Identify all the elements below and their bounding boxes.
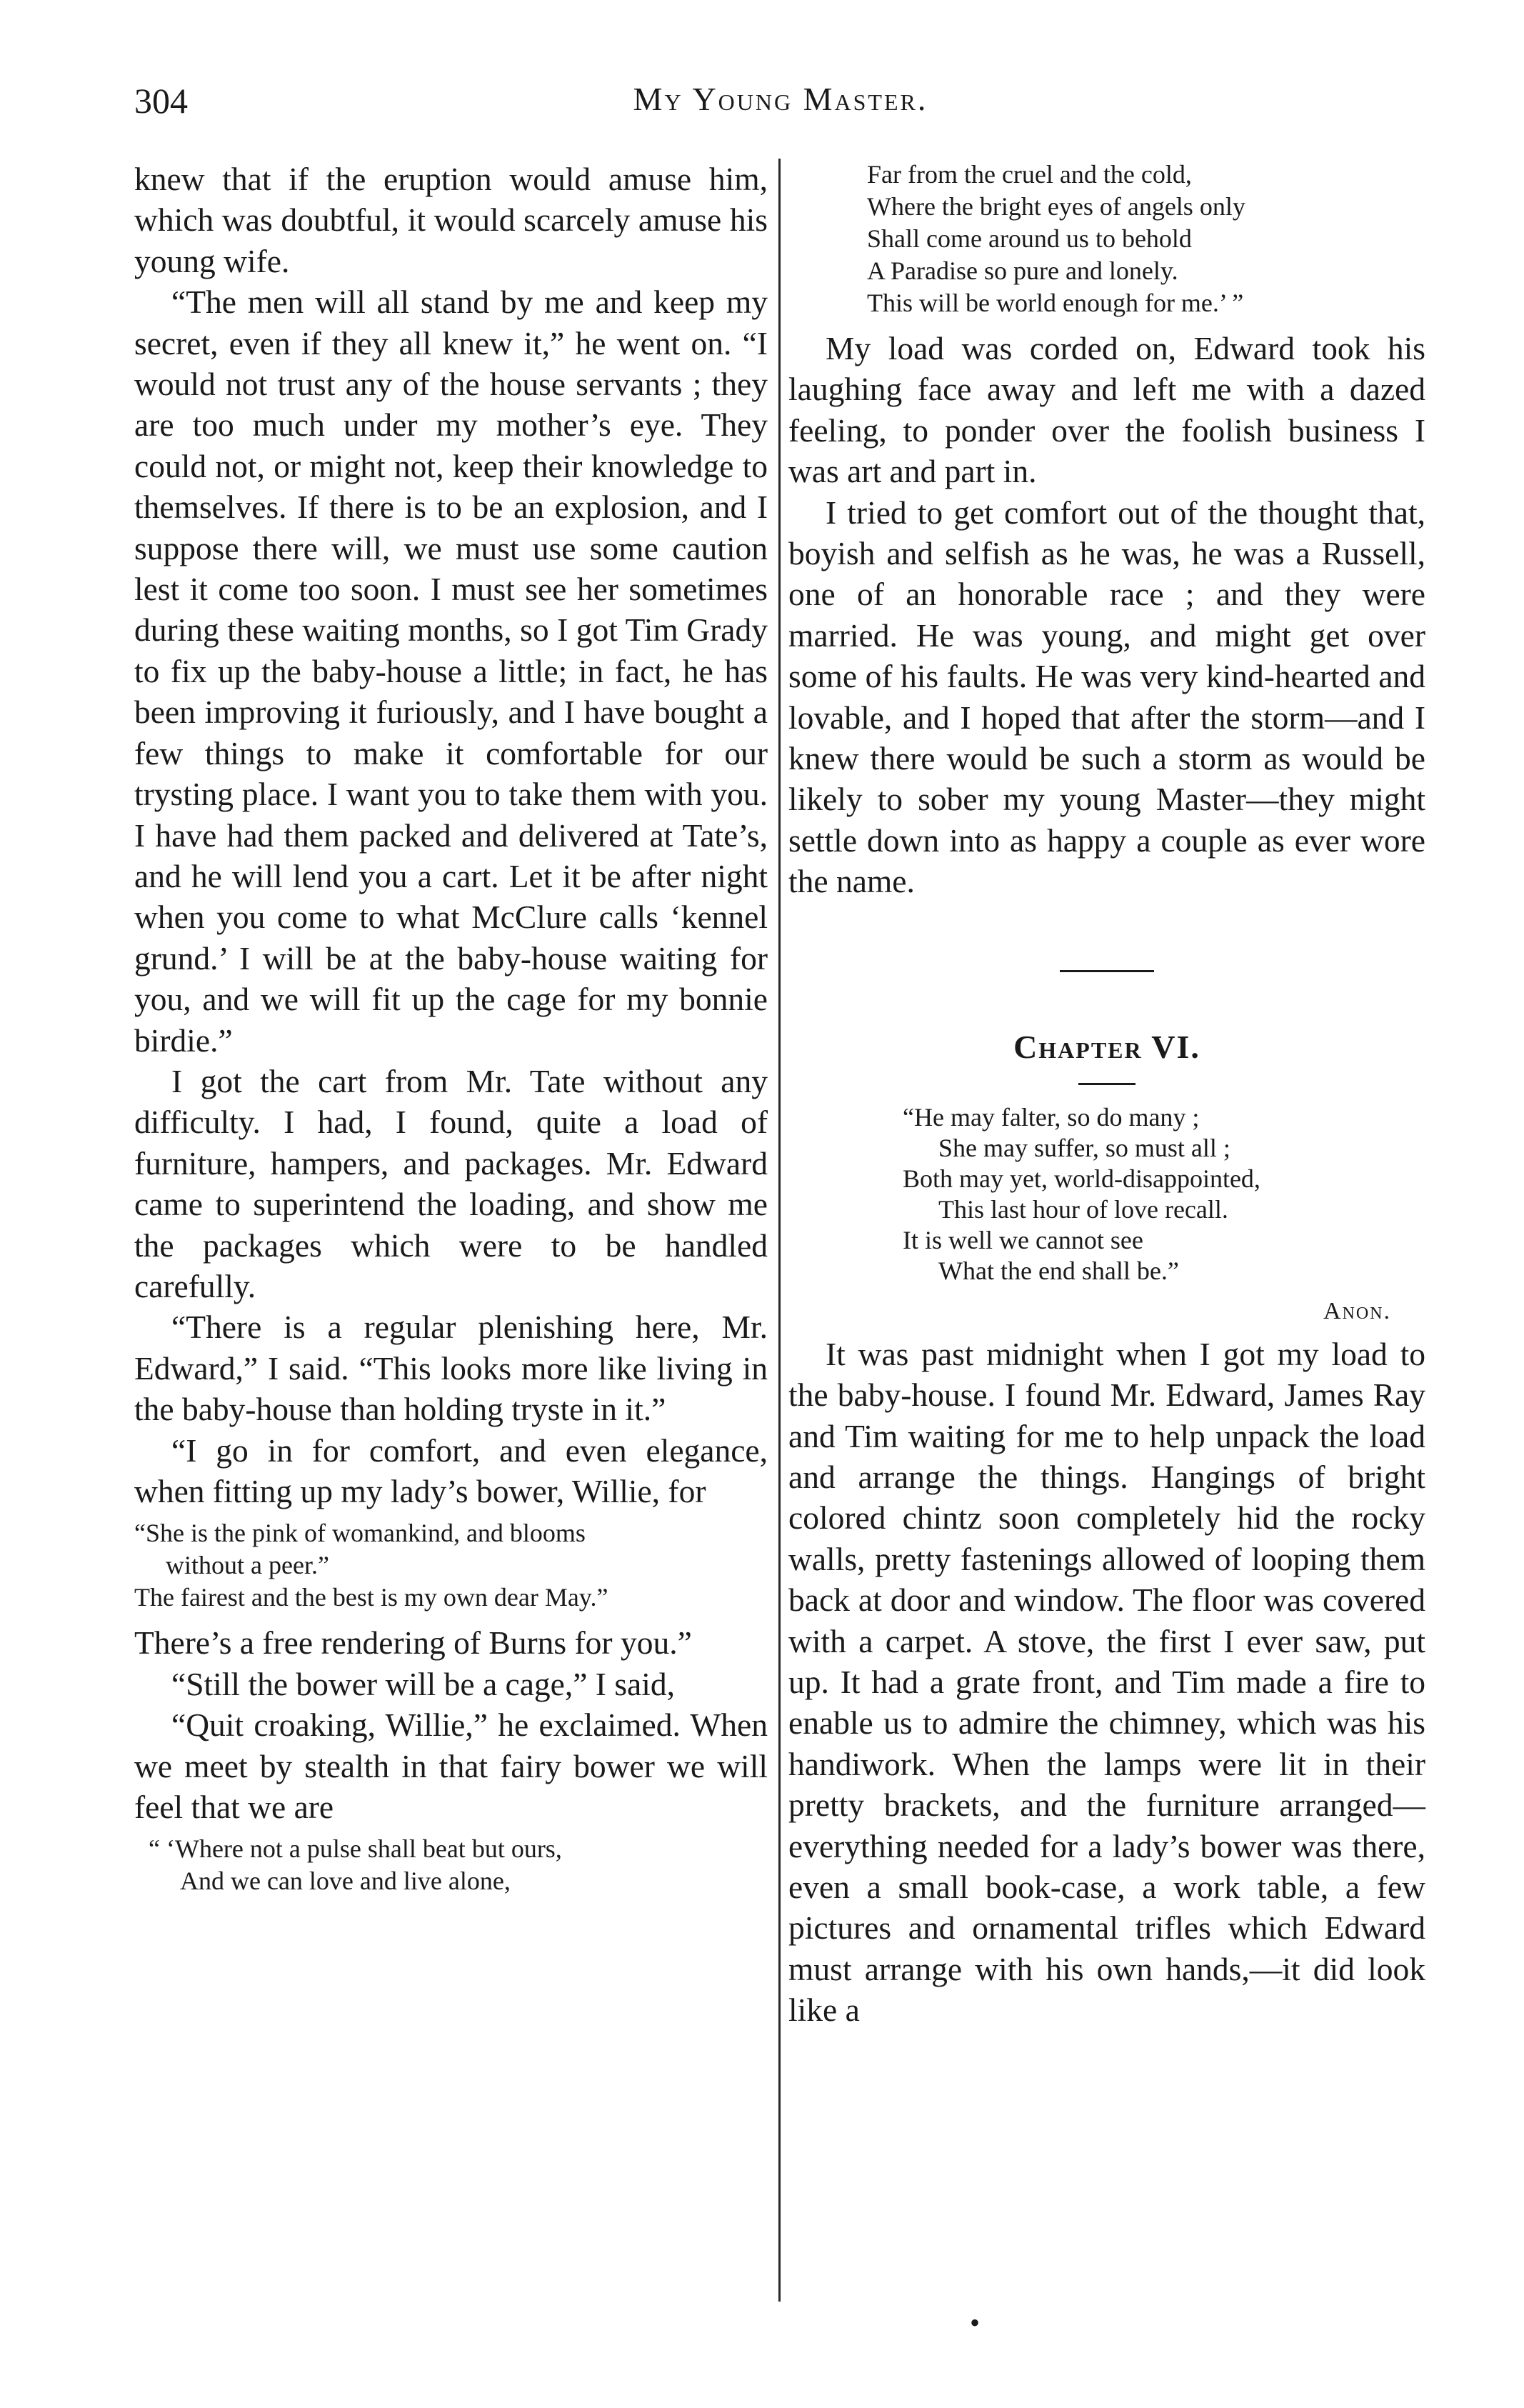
verse-line: The fairest and the best is my own dear May.” bbox=[134, 1583, 608, 1612]
chapter-rule bbox=[1078, 1083, 1136, 1085]
page-number: 304 bbox=[134, 81, 188, 121]
verse-line: “ ‘Where not a pulse shall beat but ours, bbox=[149, 1834, 562, 1864]
verse-line: This will be world enough for me.’ ” bbox=[867, 289, 1244, 317]
paragraph: “Still the bower will be a cage,” I said, bbox=[171, 1665, 676, 1702]
paragraph: I got the cart from Mr. Tate without any difficulty. I had, I found, quite a load of furniture, hampers, and packages. Mr. Edward came to superintend the loading, and show me the packages which were to be handled carefully. bbox=[134, 1062, 768, 1304]
epigraph-line: It is well we cannot see bbox=[903, 1225, 1143, 1254]
verse-line: Shall come around us to behold bbox=[867, 224, 1192, 253]
paragraph: knew that if the eruption would amuse him, which was doubtful, it would scarcely amuse his young wife. bbox=[134, 161, 768, 279]
chapter-heading: Chapter VI. bbox=[1013, 1028, 1200, 1065]
verse-quote bbox=[134, 1833, 768, 1897]
verse-quote bbox=[134, 1517, 768, 1614]
epigraph bbox=[788, 1102, 1425, 1287]
verse-line: without a peer.” bbox=[166, 1551, 329, 1580]
left-column bbox=[134, 159, 768, 1906]
verse-line: And we can love and live alone, bbox=[180, 1867, 511, 1896]
epigraph-line: She may suffer, so must all ; bbox=[938, 1133, 1230, 1162]
verse-line: A Paradise so pure and lonely. bbox=[867, 256, 1178, 285]
page-header bbox=[134, 80, 1427, 137]
paragraph: “There is a regular plenishing here, Mr. Edward,” I said. “This looks more like living in the baby-house than holding tryste in it.” bbox=[134, 1309, 768, 1428]
right-column bbox=[788, 159, 1425, 2031]
paragraph: “The men will all stand by me and keep my secret, even if they all knew it,” he went on. “I would not trust any of the house servants ; they are too much under my mother’s eye. They could not, or might not, keep their knowledge to themselves. If there is to be an explosion, and I suppose there will, we must use some caution lest it come too soon. I must see her sometimes during these waiting months, so I got Tim Grady to fix up the baby-house a little; in fact, he has been improving it furiously, and I have bought a few things to make it comfortable for our trysting place. I want you to take them with you. I have had them packed and delivered at Tate’s, and he will lend you a cart. Let it be after night when you come to what McClure calls ‘kennel grund.’ I will be at the baby-house waiting for you, and we will fit up the cage for my bonnie birdie.” bbox=[134, 284, 768, 1059]
paragraph: “Quit croaking, Willie,” he exclaimed. When we meet by stealth in that fairy bower we will feel that we are bbox=[134, 1707, 768, 1826]
epigraph-line: This last hour of love recall. bbox=[938, 1194, 1228, 1224]
column-divider bbox=[778, 159, 781, 2302]
epigraph-line: “He may falter, so do many ; bbox=[903, 1102, 1200, 1131]
epigraph-attribution: Anon. bbox=[1323, 1297, 1391, 1324]
epigraph-line: What the end shall be.” bbox=[938, 1256, 1179, 1285]
paragraph: My load was corded on, Edward took his laughing face away and left me with a dazed feeling, to ponder over the foolish business I was art and part in. bbox=[788, 330, 1425, 490]
epigraph-line: Both may yet, world-disappointed, bbox=[903, 1164, 1260, 1193]
running-title: My Young Master. bbox=[633, 81, 928, 117]
verse-line: “She is the pink of womankind, and blooms bbox=[134, 1519, 586, 1548]
paragraph: It was past midnight when I got my load to the baby-house. I found Mr. Edward, James Ray and Tim waiting for me to help unpack the load and arrange the things. Hangings of bright colored chintz soon completely hid the rocky walls, pretty fastenings allowed of looping them back at door and window. The floor was covered with a carpet. A stove, the first I ever saw, put up. It had a grate front, and Tim made a fire to enable us to admire the chimney, which was his handiwork. When the lamps were lit in their pretty brackets, and the furniture arranged—everything needed for a lady’s bower was there, even a small book-case, a work table, a few pictures and ornamental trifles which Edward must arrange with his own hands,—it did look like a bbox=[788, 1335, 1425, 2029]
page-mark: • bbox=[970, 2307, 981, 2339]
verse-quote bbox=[788, 159, 1425, 319]
paragraph: “I go in for comfort, and even elegance, when fitting up my lady’s bower, Willie, for bbox=[134, 1432, 768, 1509]
paragraph: I tried to get comfort out of the thought that, boyish and selfish as he was, he was a Russell, one of an honorable race ; and they were married. He was young, and might get over some of his faults. He was very kind-hearted and lovable, and I hoped that after the storm—and I knew there would be such a storm as would be likely to sober my young Master—they might settle down into as happy a couple as ever wore the name. bbox=[788, 494, 1425, 900]
verse-line: Where the bright eyes of angels only bbox=[867, 192, 1245, 221]
verse-line: Far from the cruel and the cold, bbox=[867, 160, 1192, 189]
section-divider bbox=[1060, 970, 1154, 972]
paragraph: There’s a free rendering of Burns for you.” bbox=[134, 1624, 692, 1662]
